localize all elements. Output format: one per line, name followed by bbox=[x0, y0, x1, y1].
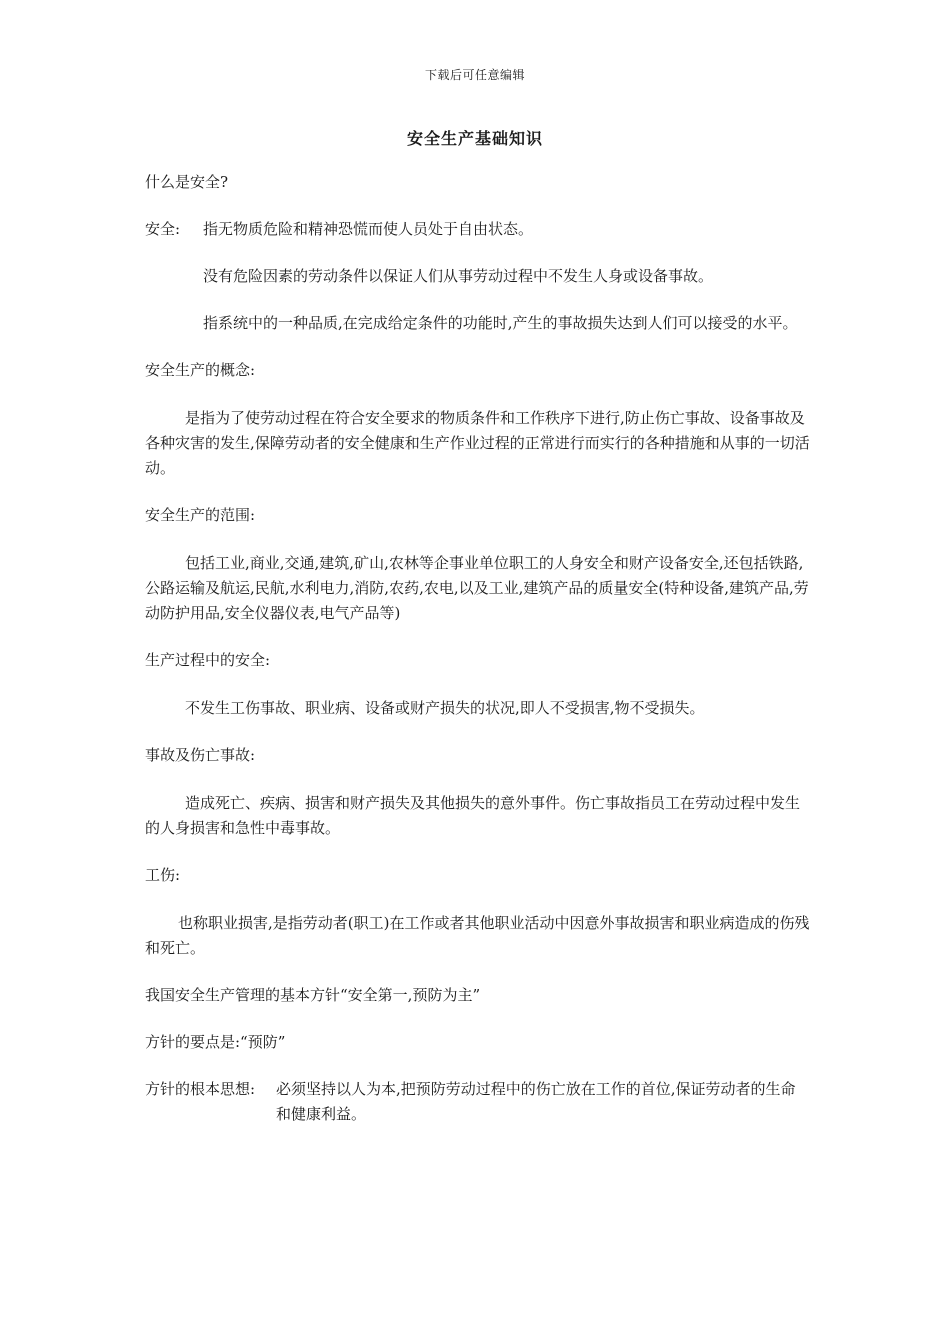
safety-definition-1: 指无物质危险和精神恐慌而使人员处于自由状态。 bbox=[203, 220, 534, 238]
safety-definition-row bbox=[145, 217, 810, 242]
document-body bbox=[145, 170, 810, 1127]
policy-idea-row bbox=[145, 1077, 810, 1127]
injury-body: 也称职业损害,是指劳动者(职工)在工作或者其他职业活动中因意外事故损害和职业病造成的伤残和死亡。 bbox=[145, 914, 810, 957]
question-what-is-safety: 什么是安全? bbox=[145, 173, 229, 191]
concept-body: 是指为了使劳动过程在符合安全要求的物质条件和工作秩序下进行,防止伤亡事故、设备事故及各种灾害的发生,保障劳动者的安全健康和生产作业过程的正常进行而实行的各种措施和从事的一切活动。 bbox=[145, 409, 810, 477]
header-note: 下载后可任意编辑 bbox=[424, 68, 525, 82]
scope-body: 包括工业,商业,交通,建筑,矿山,农林等企事业单位职工的人身安全和财产设备安全,还包括铁路,公路运输及航运,民航,水利电力,消防,农药,农电,以及工业,建筑产品的质量安全(特种设备,建筑产品,劳动防护用品,安全仪器仪表,电气产品等) bbox=[145, 554, 809, 622]
safety-definition-2: 没有危险因素的劳动条件以保证人们从事劳动过程中不发生人身或设备事故。 bbox=[203, 267, 714, 285]
concept-heading: 安全生产的概念: bbox=[145, 361, 256, 379]
policy-line: 我国安全生产管理的基本方针“安全第一,预防为主” bbox=[145, 986, 481, 1004]
policy-key-point: 方针的要点是:“预防” bbox=[145, 1033, 286, 1051]
injury-heading: 工伤: bbox=[145, 866, 181, 884]
policy-idea-label: 方针的根本思想: bbox=[145, 1080, 256, 1098]
scope-heading: 安全生产的范围: bbox=[145, 506, 256, 524]
safety-definition-3: 指系统中的一种品质,在完成给定条件的功能时,产生的事故损失达到人们可以接受的水平。 bbox=[203, 314, 798, 332]
accident-heading: 事故及伤亡事故: bbox=[145, 746, 256, 764]
accident-body: 造成死亡、疾病、损害和财产损失及其他损失的意外事件。伤亡事故指员工在劳动过程中发生的人身损害和急性中毒事故。 bbox=[145, 794, 801, 837]
process-body: 不发生工伤事故、职业病、设备或财产损失的状况,即人不受损害,物不受损失。 bbox=[185, 699, 705, 717]
safety-label: 安全: bbox=[145, 220, 181, 238]
process-heading: 生产过程中的安全: bbox=[145, 651, 271, 669]
policy-idea-body: 必须坚持以人为本,把预防劳动过程中的伤亡放在工作的首位,保证劳动者的生命和健康利益。 bbox=[276, 1080, 796, 1123]
document-title: 安全生产基础知识 bbox=[406, 129, 543, 148]
